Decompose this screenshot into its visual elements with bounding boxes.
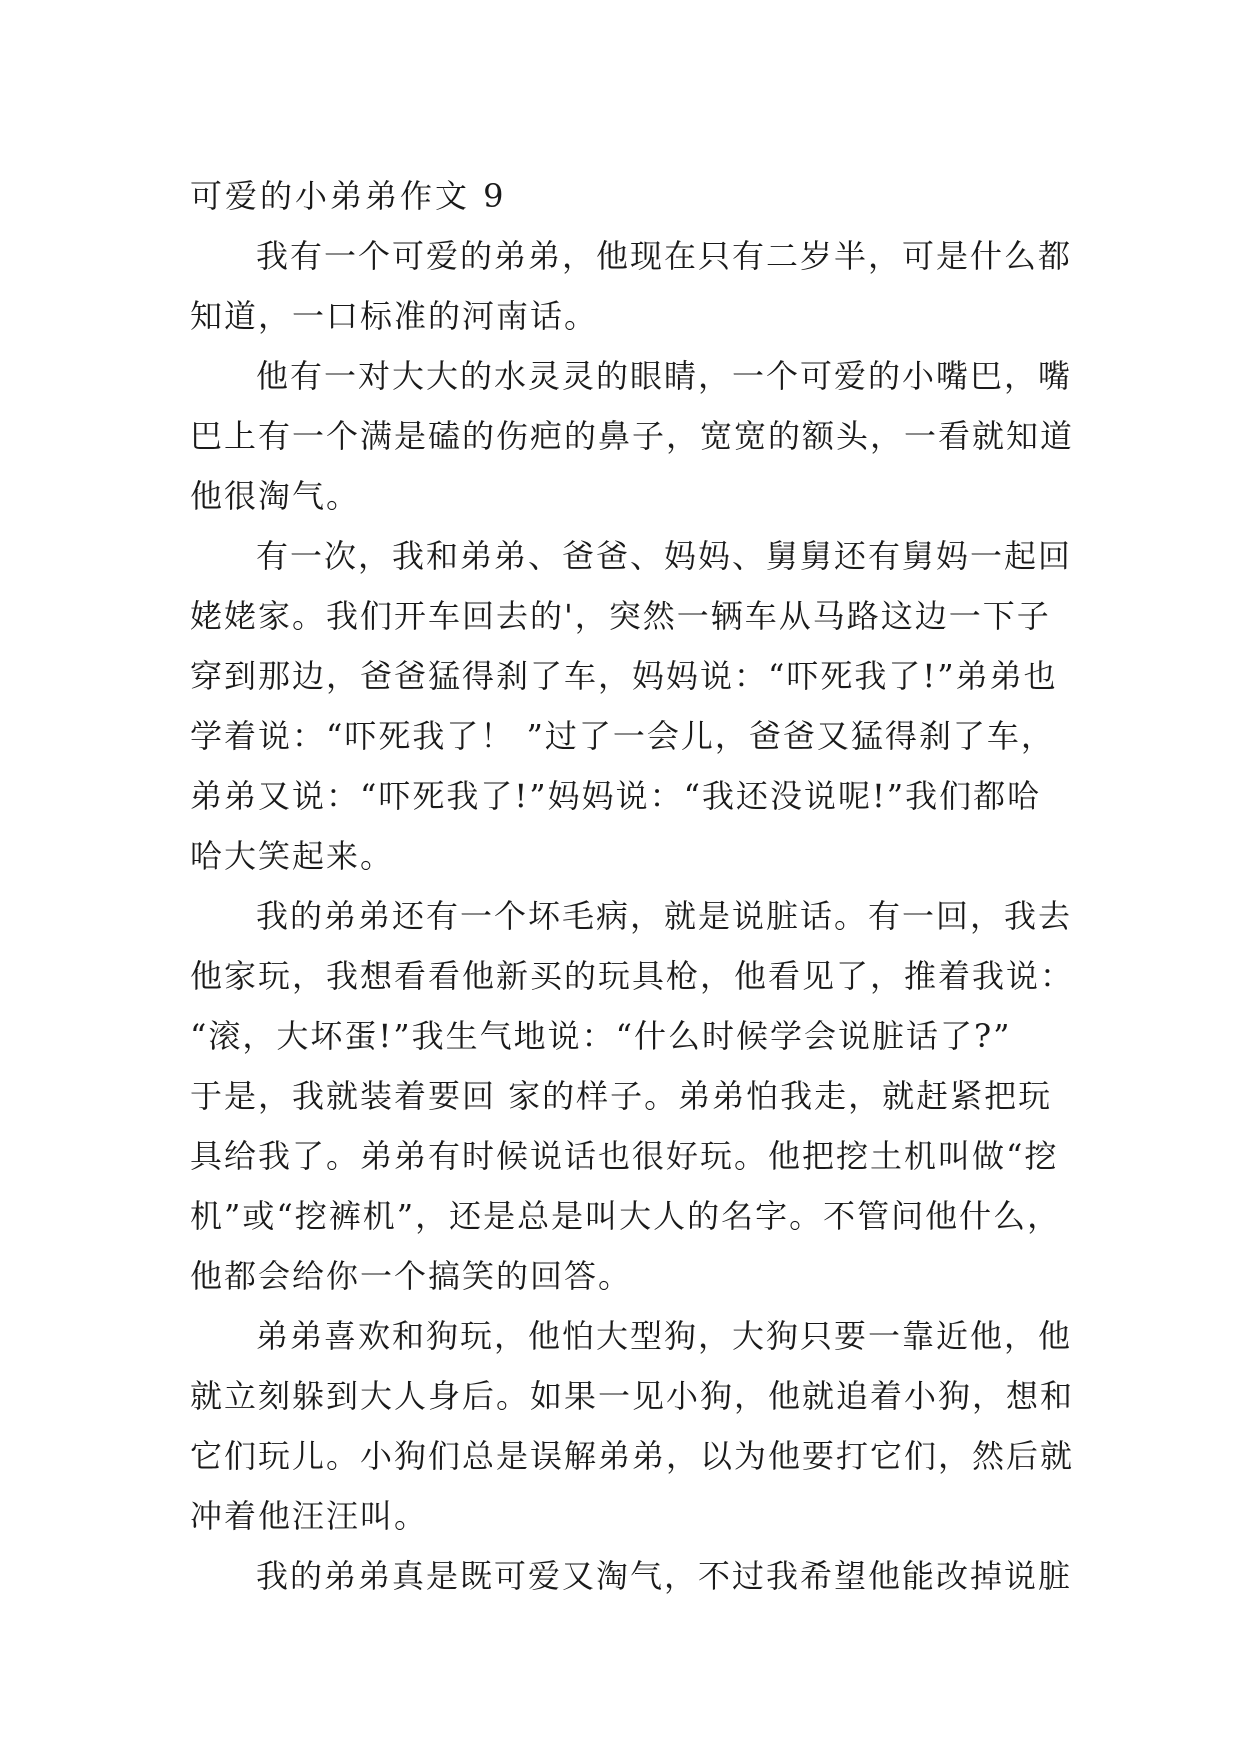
document-page <box>190 166 1075 1606</box>
paragraph-line: 他家玩，我想看看他新买的玩具枪，他看见了，推着我说： <box>190 957 1075 995</box>
paragraph-line: 弟弟喜欢和狗玩，他怕大型狗，大狗只要一靠近他，他 <box>256 1317 1073 1355</box>
paragraph-line: 姥姥家。我们开车回去的'，突然一辆车从马路这边一下子 <box>190 597 1051 635</box>
paragraph-line: 于是，我就装着要回 家的样子。弟弟怕我走，就赶紧把玩 <box>190 1077 1053 1115</box>
paragraph-line: 哈大笑起来。 <box>190 837 395 875</box>
paragraph-line: 冲着他汪汪叫。 <box>190 1497 429 1535</box>
paragraph-line: “滚，大坏蛋!”我生气地说：“什么时候学会说脏话了?” <box>190 1017 1012 1055</box>
paragraph-5 <box>190 1306 1075 1546</box>
paragraph-line: 有一次，我和弟弟、爸爸、妈妈、舅舅还有舅妈一起回 <box>256 537 1073 575</box>
paragraph-line: 他都会给你一个搞笑的回答。 <box>190 1257 633 1295</box>
paragraph-line: 穿到那边，爸爸猛得刹了车，妈妈说：“吓死我了!”弟弟也 <box>190 657 1058 695</box>
paragraph-line: 就立刻躲到大人身后。如果一见小狗，他就追着小狗，想和 <box>190 1377 1075 1415</box>
paragraph-line: 机”或“挖裤机”，还是总是叫大人的名字。不管问他什么， <box>190 1197 1062 1235</box>
paragraph-6 <box>190 1546 1073 1606</box>
paragraph-1 <box>190 226 1073 346</box>
paragraph-line: 巴上有一个满是磕的伤疤的鼻子，宽宽的额头，一看就知道 <box>190 417 1075 455</box>
paragraph-line: 它们玩儿。小狗们总是误解弟弟，以为他要打它们，然后就 <box>190 1437 1075 1475</box>
paragraph-line: 知道，一口标准的河南话。 <box>190 297 599 335</box>
paragraph-line: 我的弟弟真是既可爱又淘气，不过我希望他能改掉说脏 <box>256 1557 1073 1595</box>
paragraph-3 <box>190 526 1073 886</box>
paragraph-4 <box>190 886 1075 1306</box>
document-title: 可爱的小弟弟作文 9 <box>190 177 507 215</box>
paragraph-line: 学着说：“吓死我了！ ”过了一会儿，爸爸又猛得刹了车， <box>190 717 1055 755</box>
paragraph-line: 他很淘气。 <box>190 477 361 515</box>
paragraph-2 <box>190 346 1075 526</box>
paragraph-line: 他有一对大大的水灵灵的眼睛，一个可爱的小嘴巴，嘴 <box>256 357 1073 395</box>
paragraph-line: 弟弟又说：“吓死我了!”妈妈说：“我还没说呢!”我们都哈 <box>190 777 1042 815</box>
paragraph-line: 我有一个可爱的弟弟，他现在只有二岁半，可是什么都 <box>256 237 1073 275</box>
paragraph-line: 我的弟弟还有一个坏毛病，就是说脏话。有一回，我去 <box>256 897 1073 935</box>
paragraph-line: 具给我了。弟弟有时候说话也很好玩。他把挖土机叫做“挖 <box>190 1137 1059 1175</box>
